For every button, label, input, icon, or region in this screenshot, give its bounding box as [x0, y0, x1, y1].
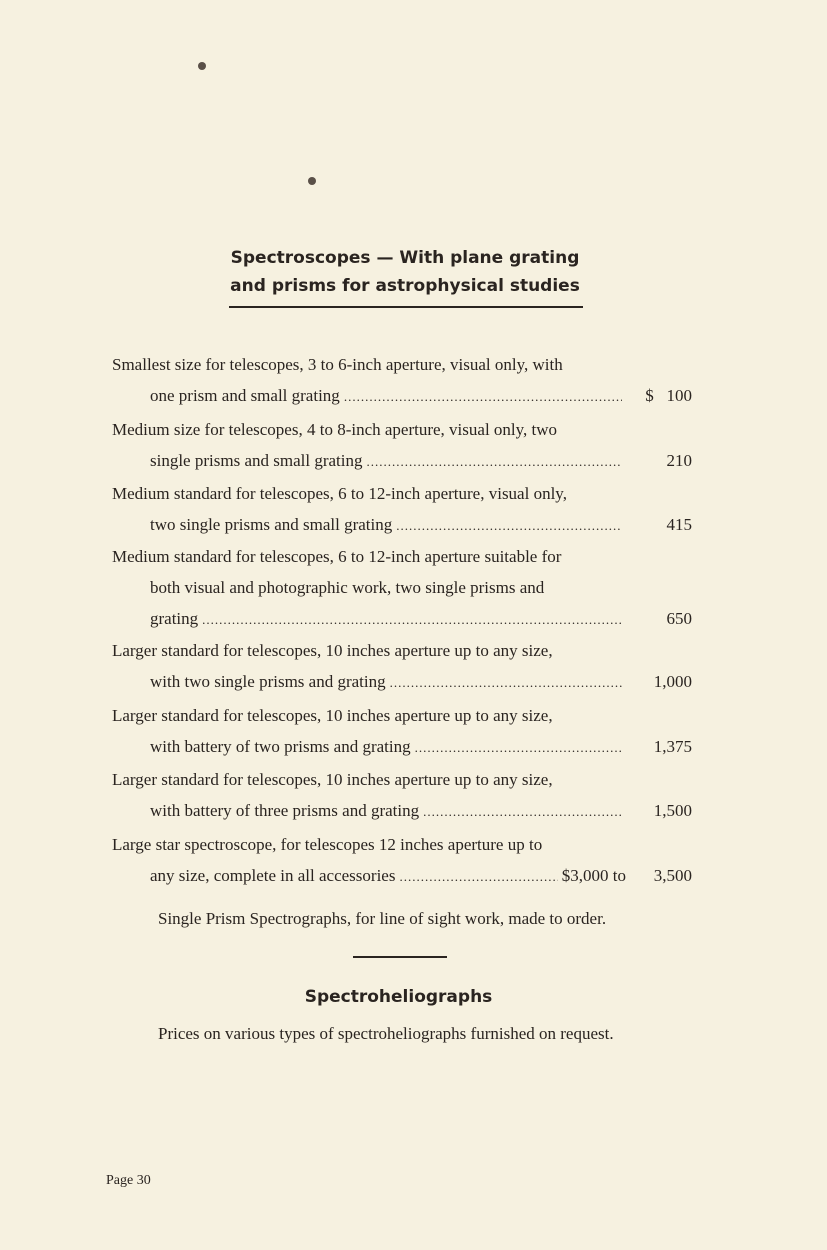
item-description-line: Larger standard for telescopes, 10 inches aperture up to any size,: [112, 770, 553, 789]
item-description-line: any size, complete in all accessories: [150, 866, 396, 885]
page-number: Page 30: [106, 1173, 151, 1188]
item-price: 210: [666, 451, 692, 470]
dot-leader: [344, 381, 622, 412]
price-item: [112, 764, 692, 826]
item-description-line: Medium size for telescopes, 4 to 8-inch aperture, visual only, two: [112, 420, 558, 439]
item-price: $ 100: [645, 386, 692, 405]
item-description-line: single prisms and small grating: [150, 451, 363, 470]
dot-leader: [202, 604, 622, 635]
price-item: [112, 478, 692, 540]
dot-leader: [396, 510, 622, 541]
item-description-line: Larger standard for telescopes, 10 inches aperture up to any size,: [112, 706, 553, 725]
spectroheliographs-note: Prices on various types of spectroheliographs furnished on request.: [158, 1024, 614, 1043]
item-price: 1,500: [653, 801, 692, 820]
item-price: 650: [666, 609, 692, 628]
item-price-range-start: $3,000 to: [561, 866, 626, 885]
item-price: 3,500: [653, 866, 692, 885]
item-description-line: both visual and photographic work, two single prisms and: [150, 578, 545, 597]
item-description-line: with battery of three prisms and grating: [150, 801, 420, 820]
price-item: [112, 635, 692, 697]
spectroheliographs-title: Spectroheliographs: [304, 987, 493, 1007]
item-description-line: grating: [150, 609, 199, 628]
item-description-line: with battery of two prisms and grating: [150, 737, 411, 756]
dot-leader: [415, 732, 622, 763]
item-price: 1,000: [653, 672, 692, 691]
price-item: [112, 414, 692, 476]
dot-leader: [423, 796, 622, 827]
price-item: [112, 700, 692, 762]
item-description-line: Medium standard for telescopes, 6 to 12-inch aperture, visual only,: [112, 484, 567, 503]
item-price: 415: [666, 515, 692, 534]
item-description-line: two single prisms and small grating: [150, 515, 393, 534]
dot-leader: [390, 667, 622, 698]
section-divider: [353, 956, 447, 958]
item-description-line: with two single prisms and grating: [150, 672, 386, 691]
title-underline: [229, 306, 583, 308]
item-description-line: Medium standard for telescopes, 6 to 12-inch aperture suitable for: [112, 547, 562, 566]
item-description-line: Large star spectroscope, for telescopes 12 inches aperture up to: [112, 835, 543, 854]
dot-leader: [366, 446, 622, 477]
item-description-line: Smallest size for telescopes, 3 to 6-inch aperture, visual only, with: [112, 355, 563, 374]
price-item: [112, 541, 692, 634]
price-item: [112, 829, 692, 891]
punch-hole-mark: [308, 177, 316, 185]
item-price: 1,375: [653, 737, 692, 756]
price-item: [112, 349, 692, 411]
item-description-line: Larger standard for telescopes, 10 inches aperture up to any size,: [112, 641, 553, 660]
item-description-line: one prism and small grating: [150, 386, 340, 405]
dot-leader: [399, 861, 557, 892]
spectrographs-note: Single Prism Spectrographs, for line of sight work, made to order.: [158, 909, 607, 928]
section-title: [200, 244, 610, 300]
section-title-line1: Spectroscopes — With plane grating: [230, 248, 580, 268]
punch-hole-mark: [198, 62, 206, 70]
section-title-line2: and prisms for astrophysical studies: [230, 276, 580, 296]
